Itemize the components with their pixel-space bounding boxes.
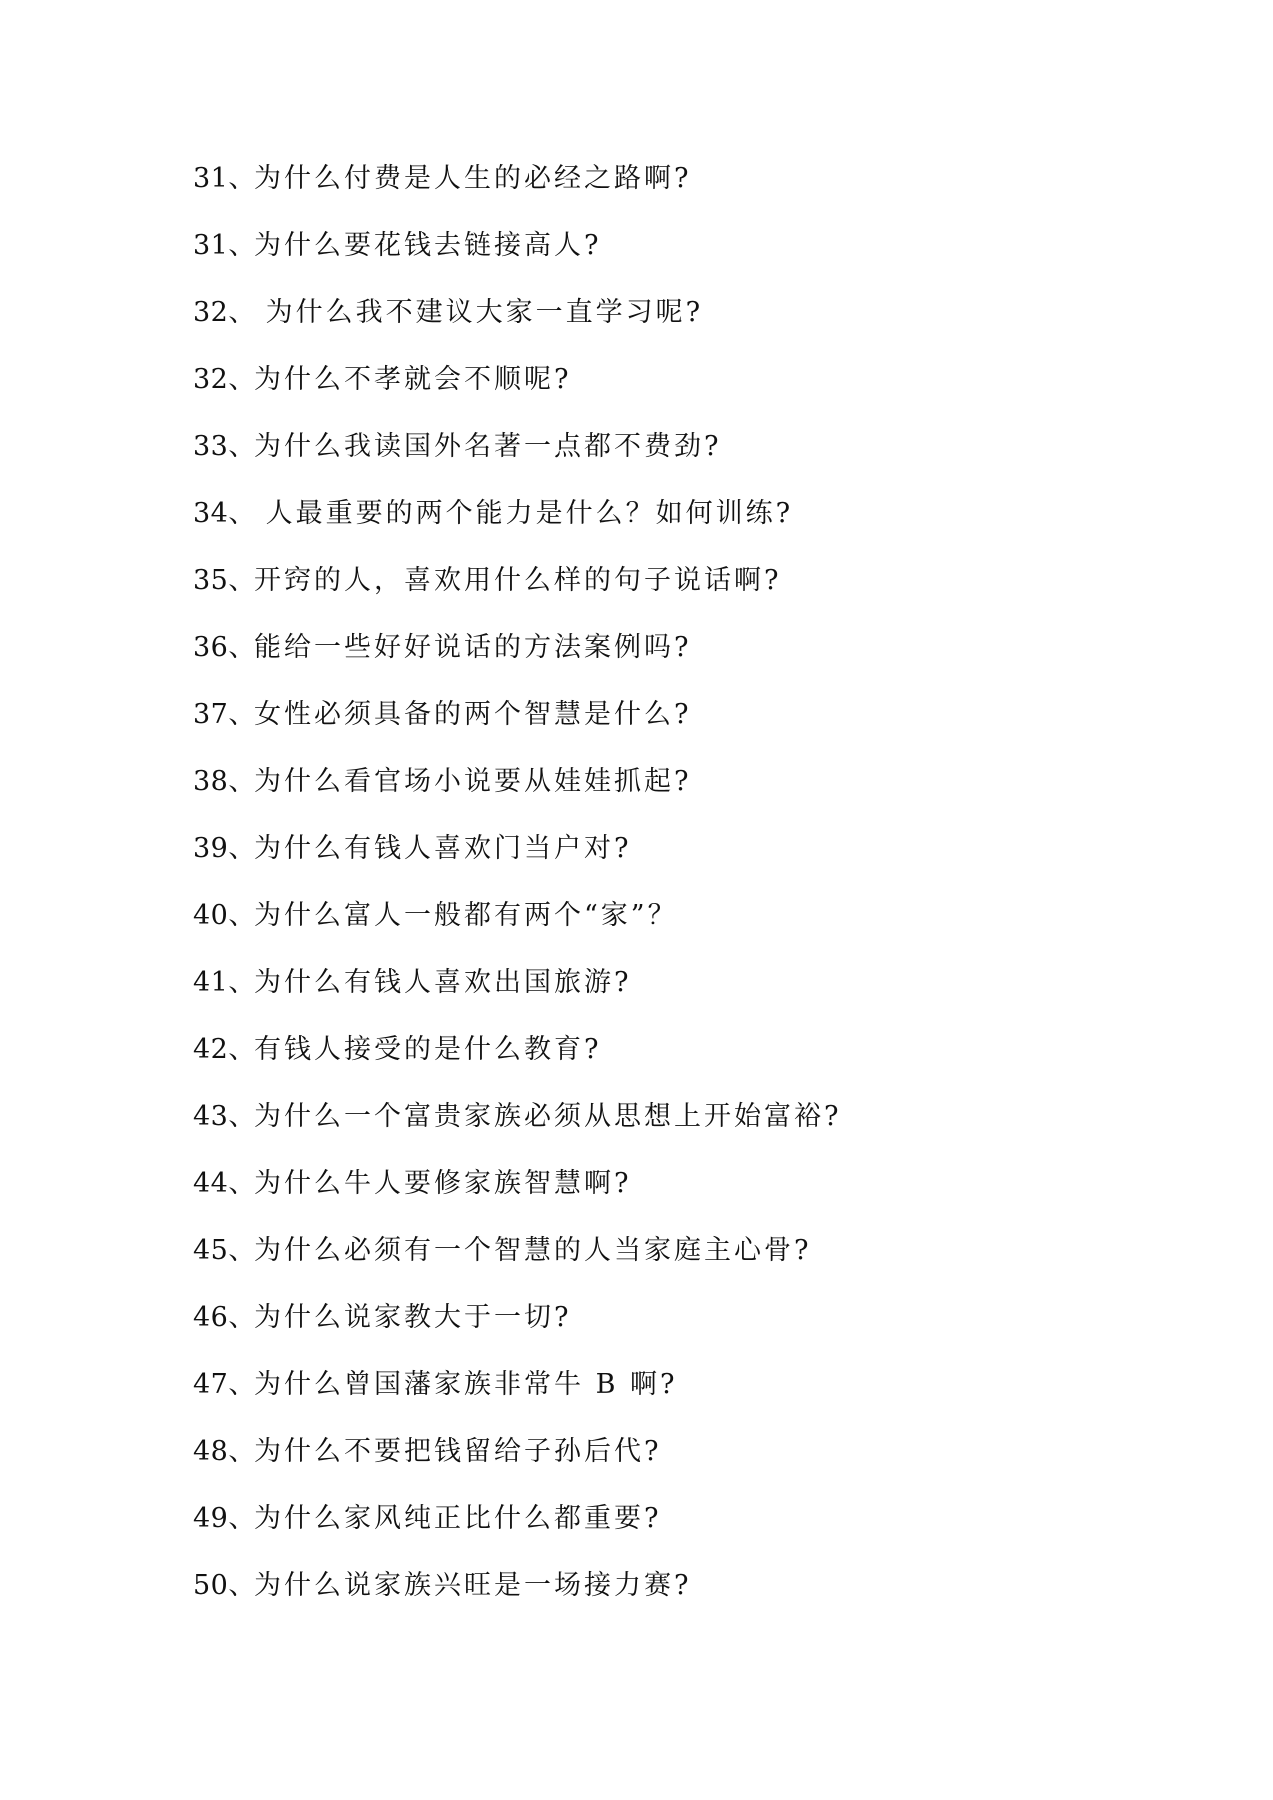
item-number: 44、 [193,1168,256,1199]
item-text: 女性必须具备的两个智慧是什么? [254,699,692,730]
item-text: 为什么我读国外名著一点都不费劲? [254,431,722,462]
list-item [193,1435,1193,1502]
item-text: 有钱人接受的是什么教育? [254,1034,602,1065]
item-number: 42、 [193,1034,256,1065]
list-item [193,430,1193,497]
list-item [193,1033,1193,1100]
item-number: 38、 [193,766,256,797]
list-item [193,363,1193,430]
item-text: 为什么有钱人喜欢门当户对? [254,833,632,864]
item-text: 为什么看官场小说要从娃娃抓起? [254,766,692,797]
list-item [193,1167,1193,1234]
item-text: 为什么说家族兴旺是一场接力赛? [254,1570,692,1601]
list-item [193,1368,1193,1435]
question-list [193,162,1193,1636]
item-text: 为什么有钱人喜欢出国旅游? [254,967,632,998]
list-item [193,564,1193,631]
item-number: 32、 [193,364,256,395]
item-number: 40、 [193,900,256,931]
item-number: 50、 [193,1570,256,1601]
list-item [193,497,1193,564]
list-item [193,631,1193,698]
list-item [193,1502,1193,1569]
list-item [193,1234,1193,1301]
item-number: 49、 [193,1503,256,1534]
list-item [193,1569,1193,1636]
item-number: 47、 [193,1369,256,1400]
item-text: 为什么家风纯正比什么都重要? [254,1503,662,1534]
item-number: 39、 [193,833,256,864]
item-text: 为什么我不建议大家一直学习呢? [254,297,704,328]
list-item [193,162,1193,229]
item-text: 为什么不孝就会不顺呢? [254,364,572,395]
item-number: 45、 [193,1235,256,1266]
list-item [193,966,1193,1033]
list-item [193,832,1193,899]
item-number: 43、 [193,1101,256,1132]
list-item [193,1100,1193,1167]
item-number: 34、 [193,498,256,529]
item-text: 为什么牛人要修家族智慧啊? [254,1168,632,1199]
item-text: 人最重要的两个能力是什么？如何训练? [254,498,794,529]
item-number: 32、 [193,297,256,328]
item-text: 为什么说家教大于一切? [254,1302,572,1333]
item-number: 48、 [193,1436,256,1467]
item-number: 41、 [193,967,256,998]
list-item [193,296,1193,363]
item-number: 37、 [193,699,256,730]
item-number: 33、 [193,431,256,462]
item-text: 为什么要花钱去链接高人? [254,230,602,261]
item-number: 36、 [193,632,256,663]
item-text: 为什么富人一般都有两个“家”？ [254,900,678,931]
item-text: 为什么不要把钱留给子孙后代? [254,1436,662,1467]
item-number: 46、 [193,1302,256,1333]
list-item [193,765,1193,832]
item-number: 35、 [193,565,256,596]
item-text: 开窍的人，喜欢用什么样的句子说话啊? [254,565,782,596]
item-text: 为什么付费是人生的必经之路啊? [254,163,692,194]
item-text: 为什么一个富贵家族必须从思想上开始富裕? [254,1101,842,1132]
item-number: 31、 [193,163,256,194]
item-text: 能给一些好好说话的方法案例吗? [254,632,692,663]
list-item [193,229,1193,296]
list-item [193,1301,1193,1368]
list-item [193,698,1193,765]
list-item [193,899,1193,966]
item-text: 为什么曾国藩家族非常牛 B 啊? [254,1369,678,1400]
item-number: 31、 [193,230,256,261]
item-text: 为什么必须有一个智慧的人当家庭主心骨? [254,1235,812,1266]
